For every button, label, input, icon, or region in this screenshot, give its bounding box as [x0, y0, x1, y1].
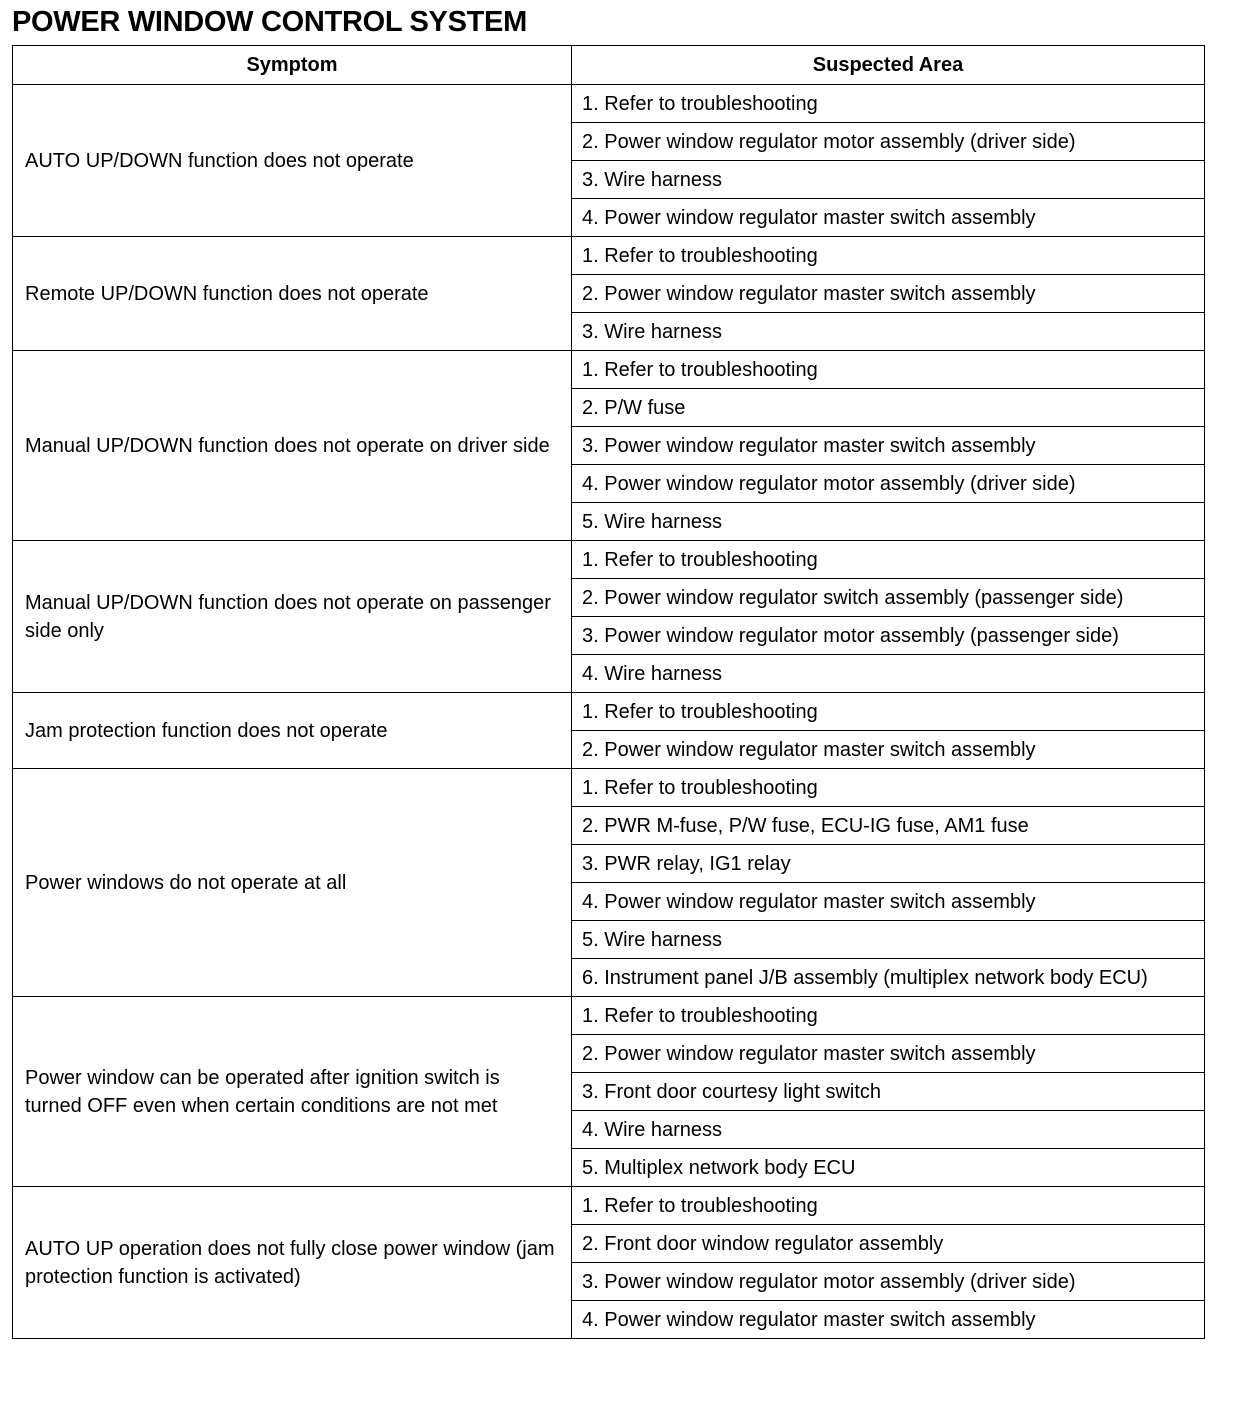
suspected-area-cell: 4. Power window regulator master switch assembly	[572, 883, 1205, 921]
header-symptom: Symptom	[13, 46, 572, 85]
suspected-area-cell: 5. Wire harness	[572, 921, 1205, 959]
suspected-area-cell: 2. Front door window regulator assembly	[572, 1225, 1205, 1263]
suspected-area-cell: 3. PWR relay, IG1 relay	[572, 845, 1205, 883]
table-row	[13, 351, 1205, 389]
suspected-area-cell: 3. Wire harness	[572, 161, 1205, 199]
suspected-area-cell: 3. Power window regulator motor assembly (passenger side)	[572, 617, 1205, 655]
table-row	[13, 541, 1205, 579]
page-title: POWER WINDOW CONTROL SYSTEM	[12, 6, 527, 38]
table-row	[13, 85, 1205, 123]
symptom-cell: Jam protection function does not operate	[13, 693, 572, 769]
suspected-area-cell: 1. Refer to troubleshooting	[572, 693, 1205, 731]
troubleshooting-table	[12, 45, 1205, 1339]
header-suspected-area: Suspected Area	[572, 46, 1205, 85]
suspected-area-cell: 2. PWR M-fuse, P/W fuse, ECU-IG fuse, AM1 fuse	[572, 807, 1205, 845]
suspected-area-cell: 1. Refer to troubleshooting	[572, 85, 1205, 123]
suspected-area-cell: 2. Power window regulator switch assembly (passenger side)	[572, 579, 1205, 617]
symptom-cell: Manual UP/DOWN function does not operate on driver side	[13, 351, 572, 541]
suspected-area-cell: 6. Instrument panel J/B assembly (multiplex network body ECU)	[572, 959, 1205, 997]
suspected-area-cell: 1. Refer to troubleshooting	[572, 351, 1205, 389]
symptom-cell: Power windows do not operate at all	[13, 769, 572, 997]
suspected-area-cell: 3. Power window regulator master switch assembly	[572, 427, 1205, 465]
table-body	[13, 85, 1205, 1339]
suspected-area-cell: 2. Power window regulator master switch assembly	[572, 275, 1205, 313]
suspected-area-cell: 1. Refer to troubleshooting	[572, 769, 1205, 807]
table-header-row	[13, 46, 1205, 85]
symptom-cell: AUTO UP/DOWN function does not operate	[13, 85, 572, 237]
table-row	[13, 997, 1205, 1035]
suspected-area-cell: 5. Multiplex network body ECU	[572, 1149, 1205, 1187]
suspected-area-cell: 2. P/W fuse	[572, 389, 1205, 427]
table-row	[13, 237, 1205, 275]
symptom-cell: AUTO UP operation does not fully close power window (jam protection function is activated)	[13, 1187, 572, 1339]
suspected-area-cell: 3. Wire harness	[572, 313, 1205, 351]
suspected-area-cell: 1. Refer to troubleshooting	[572, 1187, 1205, 1225]
symptom-cell: Manual UP/DOWN function does not operate on passenger side only	[13, 541, 572, 693]
suspected-area-cell: 4. Power window regulator motor assembly (driver side)	[572, 465, 1205, 503]
suspected-area-cell: 5. Wire harness	[572, 503, 1205, 541]
table-row	[13, 693, 1205, 731]
suspected-area-cell: 2. Power window regulator motor assembly (driver side)	[572, 123, 1205, 161]
suspected-area-cell: 3. Front door courtesy light switch	[572, 1073, 1205, 1111]
suspected-area-cell: 4. Wire harness	[572, 1111, 1205, 1149]
suspected-area-cell: 1. Refer to troubleshooting	[572, 237, 1205, 275]
symptom-cell: Power window can be operated after ignition switch is turned OFF even when certain conditions are not met	[13, 997, 572, 1187]
table-row	[13, 1187, 1205, 1225]
suspected-area-cell: 1. Refer to troubleshooting	[572, 541, 1205, 579]
symptom-cell: Remote UP/DOWN function does not operate	[13, 237, 572, 351]
suspected-area-cell: 2. Power window regulator master switch assembly	[572, 1035, 1205, 1073]
suspected-area-cell: 4. Power window regulator master switch assembly	[572, 199, 1205, 237]
table-row	[13, 769, 1205, 807]
suspected-area-cell: 1. Refer to troubleshooting	[572, 997, 1205, 1035]
suspected-area-cell: 4. Power window regulator master switch assembly	[572, 1301, 1205, 1339]
suspected-area-cell: 2. Power window regulator master switch assembly	[572, 731, 1205, 769]
suspected-area-cell: 3. Power window regulator motor assembly (driver side)	[572, 1263, 1205, 1301]
suspected-area-cell: 4. Wire harness	[572, 655, 1205, 693]
